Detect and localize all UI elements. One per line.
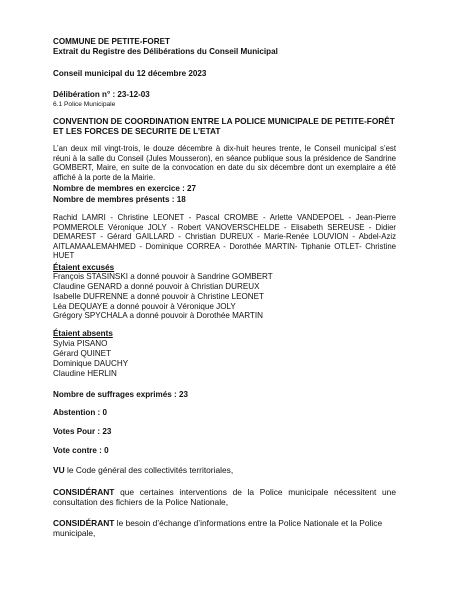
considerant-text: que certaines interventions de la Police municipale nécessitent une consultation des fichiers de la Police Nationale, [53,487,396,508]
votes-against: Vote contre : 0 [53,446,109,455]
commune-name: COMMUNE DE PETITE-FORET [53,37,170,46]
members-present: Nombre de membres présents : 18 [53,195,186,204]
absent-item: Gérard QUINET [53,348,112,358]
considerant-keyword: CONSIDÉRANT [53,487,115,497]
deliberation-number: Délibération n° : 23-12-03 [53,90,150,99]
members-in-office: Nombre de membres en exercice : 27 [53,184,197,193]
absent-item: Dominique DAUCHY [53,358,129,368]
abstention-count: Abstention : 0 [53,408,107,417]
considerant-text: le besoin d’échange d’informations entre la Police Nationale et la Police municipale, [53,518,383,539]
vu-text: le Code général des collectivités territoriales, [64,465,234,475]
vu-clause [53,465,396,475]
considerant-clause-2 [53,518,396,539]
excused-heading: Étaient excusés [53,263,115,272]
excused-item: Claudine GENARD a donné pouvoir à Christian DUREUX [53,281,260,291]
absent-item: Sylvia PISANO [53,339,108,348]
absent-list [53,339,396,378]
votes-for: Votes Pour : 23 [53,427,112,436]
considerant-keyword: CONSIDÉRANT [53,518,115,528]
present-members-list: Rachid LAMRI - Christine LEONET - Pascal CROMBE - Arlette VANDEPOEL - Jean-Pierre POMMEROLE Véronique JOLY - Robert VANOVERSCHELDE - Elisabeth SEREUSE - Didier DEMAREST - Gérard GAILLARD - Christian DUREUX - Marie-Renée LOUVION - Abdel-Aziz AITLAMAALEMAHMED - Dominique CORREA - Dorothée MARTIN- Tiphanie OTLET- Christine HUET [53,213,396,260]
excused-item: Isabelle DUFRENNE a donné pouvoir à Christine LEONET [53,291,264,301]
considerant-clause-1 [53,487,396,508]
votes-cast: Nombre de suffrages exprimés : 23 [53,390,188,399]
excused-item: François STASINSKI a donné pouvoir à Sandrine GOMBERT [53,272,273,281]
excused-list [53,272,396,321]
intro-paragraph: L’an deux mil vingt-trois, le douze décembre à dix-huit heures trente, le Conseil municipal s’est réuni à la salle du Conseil (Jules Mousseron), en séance publique sous la présidence de Sandrine GOMBERT, Maire, en suite de la convocation en date du six décembre dont un exemplaire a été affiché à la porte de la Mairie. [53,144,396,182]
absent-item: Claudine HERLIN [53,368,117,378]
vu-keyword: VU [53,465,65,475]
deliberation-category: 6.1 Police Municipale [53,101,116,108]
excused-item: Grégory SPYCHALA a donné pouvoir à Dorothée MARTIN [53,311,263,321]
registre-extract: Extrait du Registre des Délibérations du Conseil Municipal [53,47,278,56]
excused-item: Léa DEQUAYE a donné pouvoir à Véronique JOLY [53,301,236,311]
absent-heading: Étaient absents [53,329,113,338]
object-title: CONVENTION DE COORDINATION ENTRE LA POLICE MUNICIPALE DE PETITE-FORÊT ET LES FORCES DE SECURITE DE L’ETAT [53,116,395,137]
conseil-date: Conseil municipal du 12 décembre 2023 [53,69,207,78]
